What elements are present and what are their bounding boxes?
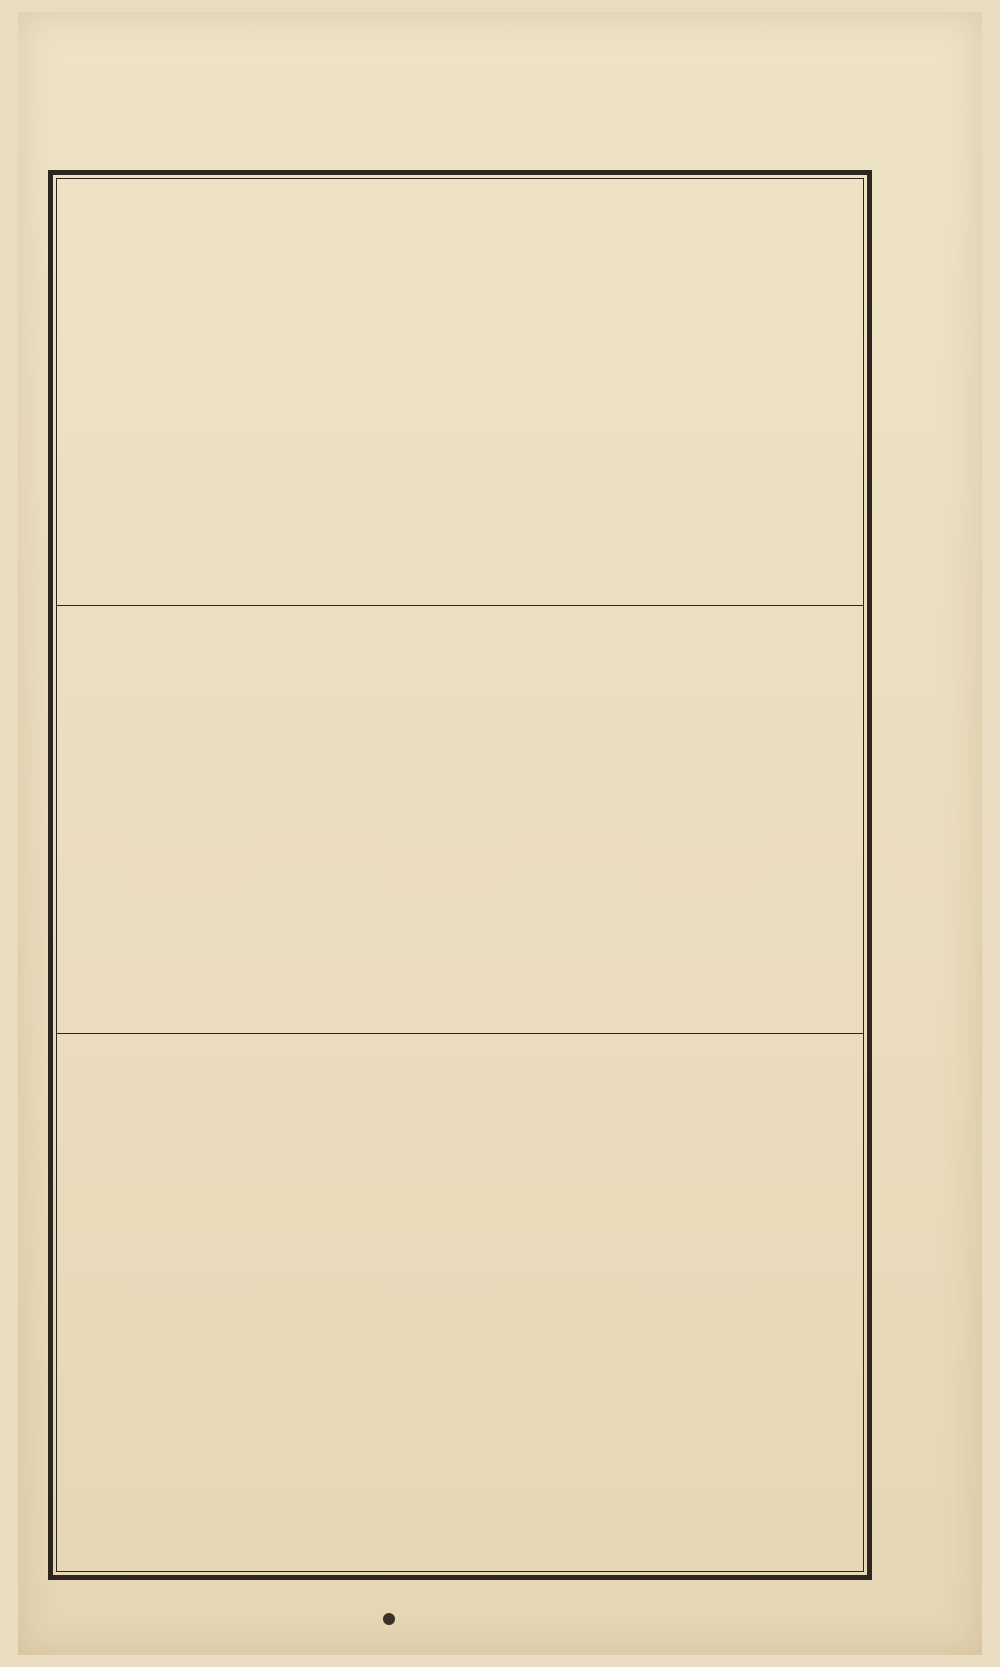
divider-upper [56, 605, 864, 606]
punch-hole [383, 1613, 395, 1625]
divider-lower [56, 1033, 864, 1034]
section-middle [98, 614, 858, 1028]
section-bottom [98, 1042, 858, 1566]
regulation-title [756, 186, 858, 600]
section-top [108, 186, 858, 600]
